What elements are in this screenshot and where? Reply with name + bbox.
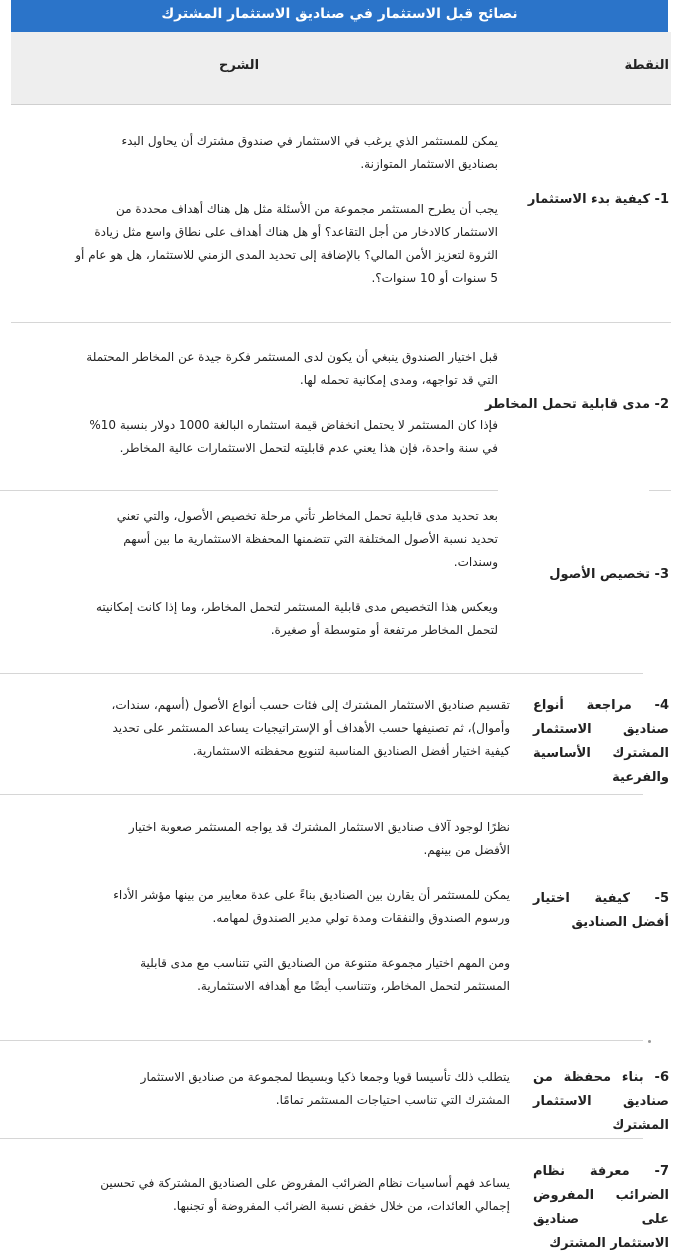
row-2-para-1: قبل اختيار الصندوق ينبغي أن يكون لدى المستثمر فكرة جيدة عن المخاطر المحتملة التي قد تواجهه، ومدى إمكانية تحمله لها. (86, 350, 498, 387)
row-separator (649, 490, 671, 491)
row-5-point: 5- كيفية اختيار أفضل الصناديق (533, 891, 669, 930)
row-7-para-1: يساعد فهم أساسيات نظام الضرائب المفروض على الصناديق المشتركة في تحسين إجمالي العائدات، من خلال خفض نسبة الضرائب المفروضة أو تجنبها. (100, 1176, 510, 1213)
row-6-explanation (0, 1066, 510, 1112)
row-5-para-2: يمكن للمستثمر أن يقارن بين الصناديق بناءً على عدة معايير من بينها مؤشر الأداء ورسوم الصندوق والنفقات ومدة تولي مدير الصندوق لمهامه. (113, 888, 510, 925)
scroll-indicator-dot (648, 1040, 651, 1043)
row-2-point: 2- مدى قابلية تحمل المخاطر (485, 397, 669, 412)
row-2-explanation (8, 346, 498, 460)
row-separator (0, 1138, 643, 1139)
row-7-explanation (0, 1172, 510, 1218)
row-separator (0, 673, 643, 674)
table-title: نصائح قبل الاستثمار في صناديق الاستثمار المشترك (11, 0, 668, 32)
header-explanation: الشرح (219, 58, 260, 73)
row-3-explanation (0, 505, 498, 642)
row-4-point: 4- مراجعة أنواع صناديق الاستثمار المشترك الأساسية والفرعية (533, 698, 669, 785)
row-6-point: 6- بناء محفظة من صناديق الاستثمار المشترك (533, 1070, 669, 1133)
row-5-para-1: نظرًا لوجود آلاف صناديق الاستثمار المشترك قد يواجه المستثمر صعوبة اختيار الأفضل من بينهم. (128, 820, 510, 857)
row-1-point: 1- كيفية بدء الاستثمار (527, 192, 669, 207)
row-3-point: 3- تخصيص الأصول (549, 567, 669, 582)
row-separator (11, 322, 671, 323)
row-2-para-2: فإذا كان المستثمر لا يحتمل انخفاض قيمة استثماره البالغة 1000 دولار بنسبة 10% في سنة واحدة، فإن هذا يعني عدم قابليته لتحمل الاستثمارات عالية المخاطر. (89, 418, 498, 455)
row-7-point: 7- معرفة نظام الضرائب المفروض على صناديق الاستثمار المشترك (533, 1164, 669, 1251)
row-3-para-1: بعد تحديد مدى قابلية تحمل المخاطر تأتي مرحلة تخصيص الأصول، والتي تعني تحديد نسبة الأصول المختلفة التي تتضمنها المحفظة الاستثمارية ما بين أسهم وسندات. (116, 509, 498, 569)
row-4-explanation (0, 694, 510, 763)
row-1-explanation (8, 130, 498, 290)
row-5-para-3: ومن المهم اختيار مجموعة متنوعة من الصناديق التي تتناسب مع مدى قابلية المستثمر لتحمل المخاطر، وتتناسب أيضًا مع أهدافه الاستثمارية. (140, 956, 510, 993)
row-4-para-1: تقسيم صناديق الاستثمار المشترك إلى فئات حسب أنواع الأصول (أسهم، سندات، وأموال)، ثم تصنيفها حسب الأهداف أو الإستراتيجيات يساعد المستثمر على تحديد كيفية اختيار أفضل الصناديق المناسبة لتنويع محفظته الاستثمارية. (111, 698, 510, 758)
row-separator (0, 1040, 643, 1041)
row-separator (0, 490, 498, 491)
row-6-para-1: يتطلب ذلك تأسيسا قويا وجمعا ذكيا وبسيطا لمجموعة من صناديق الاستثمار المشترك التي تناسب احتياجات المستثمر تمامًا. (140, 1070, 510, 1107)
row-5-explanation (0, 816, 510, 998)
row-separator (0, 794, 643, 795)
row-3-para-2: ويعكس هذا التخصيص مدى قابلية المستثمر لتحمل المخاطر، وما إذا كانت إمكانيته لتحمل المخاطر مرتفعة أو متوسطة أو صغيرة. (95, 600, 498, 637)
header-point: النقطة (624, 58, 669, 73)
row-1-para-2: يجب أن يطرح المستثمر مجموعة من الأسئلة مثل هل هناك أهداف محددة من الاستثمار كالادخار من أجل التقاعد؟ أو هل هناك أهداف على نطاق واسع مثل زيادة الثروة لتعزيز الأمن المالي؟ بالإضافة إلى تحديد المدى الزمني للاستثمار، هل هو عام أو 5 سنوات أو 10 سنوات؟. (75, 202, 498, 285)
table-header-row (11, 32, 671, 105)
row-1-para-1: يمكن للمستثمر الذي يرغب في الاستثمار في صندوق مشترك أن يحاول البدء بصناديق الاستثمار المتوازنة. (121, 134, 498, 171)
